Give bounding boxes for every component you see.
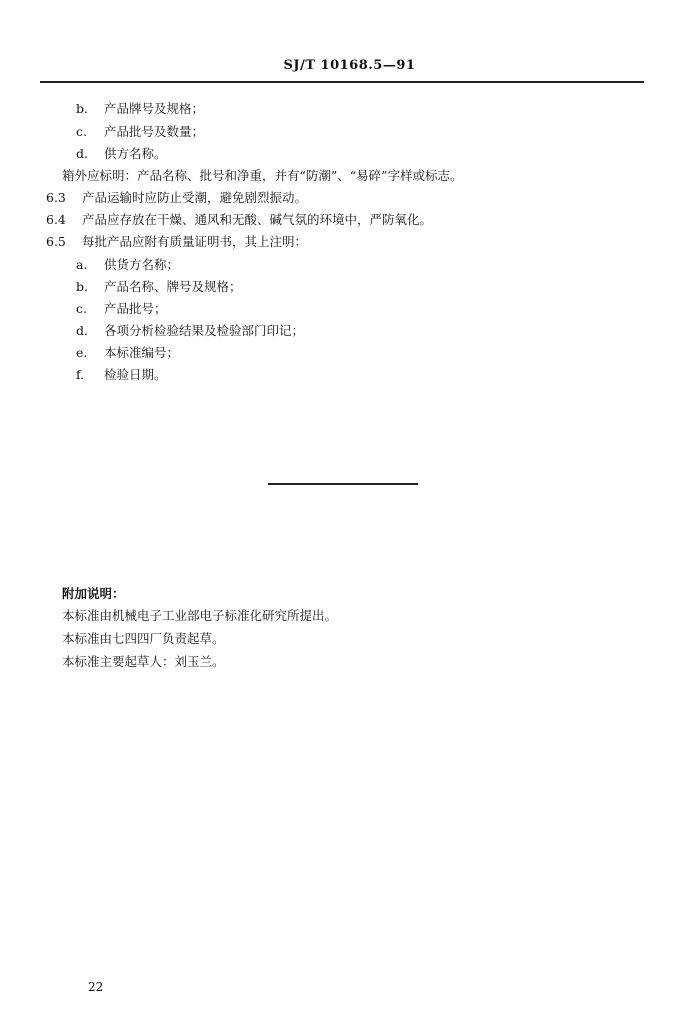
additional-note-line: 本标准由机械电子工业部电子标准化研究所提出。 — [62, 608, 338, 623]
document-code: SJ/T 10168.5—91 — [283, 58, 416, 73]
list-item: 本标准编号； — [104, 345, 180, 360]
list-item: 产品批号及数量； — [104, 124, 205, 139]
additional-note-line: 本标准由七四四厂负责起草。 — [62, 631, 225, 646]
list-item: 产品批号； — [104, 301, 167, 316]
clause-number: 6.5 — [46, 234, 66, 249]
end-of-text-rule — [268, 483, 418, 485]
clause-text: 产品运输时应防止受潮，避免剧烈振动。 — [82, 190, 308, 205]
list-label: a. — [76, 257, 88, 272]
list-label: e. — [76, 345, 88, 360]
list-label: c. — [76, 301, 87, 316]
additional-note-line: 本标准主要起草人：刘玉兰。 — [62, 654, 225, 669]
list-label: b. — [76, 279, 88, 294]
additional-notes-heading: 附加说明： — [62, 586, 125, 601]
list-label: b. — [76, 101, 88, 116]
list-item: 产品名称、牌号及规格； — [104, 279, 242, 294]
page-number: 22 — [88, 980, 104, 994]
list-label: d. — [76, 323, 88, 338]
list-item: 各项分析检验结果及检验部门印记； — [104, 323, 305, 338]
list-item: 检验日期。 — [104, 367, 167, 382]
box-marking-text: 箱外应标明：产品名称、批号和净重，并有“防潮”、“易碎”字样或标志。 — [62, 168, 463, 183]
list-label: c. — [76, 124, 87, 139]
clause-text: 产品应存放在干燥、通风和无酸、碱气氛的环境中，严防氧化。 — [82, 212, 433, 227]
list-label: f. — [76, 367, 85, 382]
list-item: 产品牌号及规格； — [104, 101, 205, 116]
list-label: d. — [76, 146, 88, 161]
header-rule — [40, 81, 644, 83]
clause-text: 每批产品应附有质量证明书，其上注明： — [82, 234, 308, 249]
clause-number: 6.4 — [46, 212, 66, 227]
list-item: 供货方名称； — [104, 257, 180, 272]
list-item: 供方名称。 — [104, 146, 167, 161]
clause-number: 6.3 — [46, 190, 66, 205]
